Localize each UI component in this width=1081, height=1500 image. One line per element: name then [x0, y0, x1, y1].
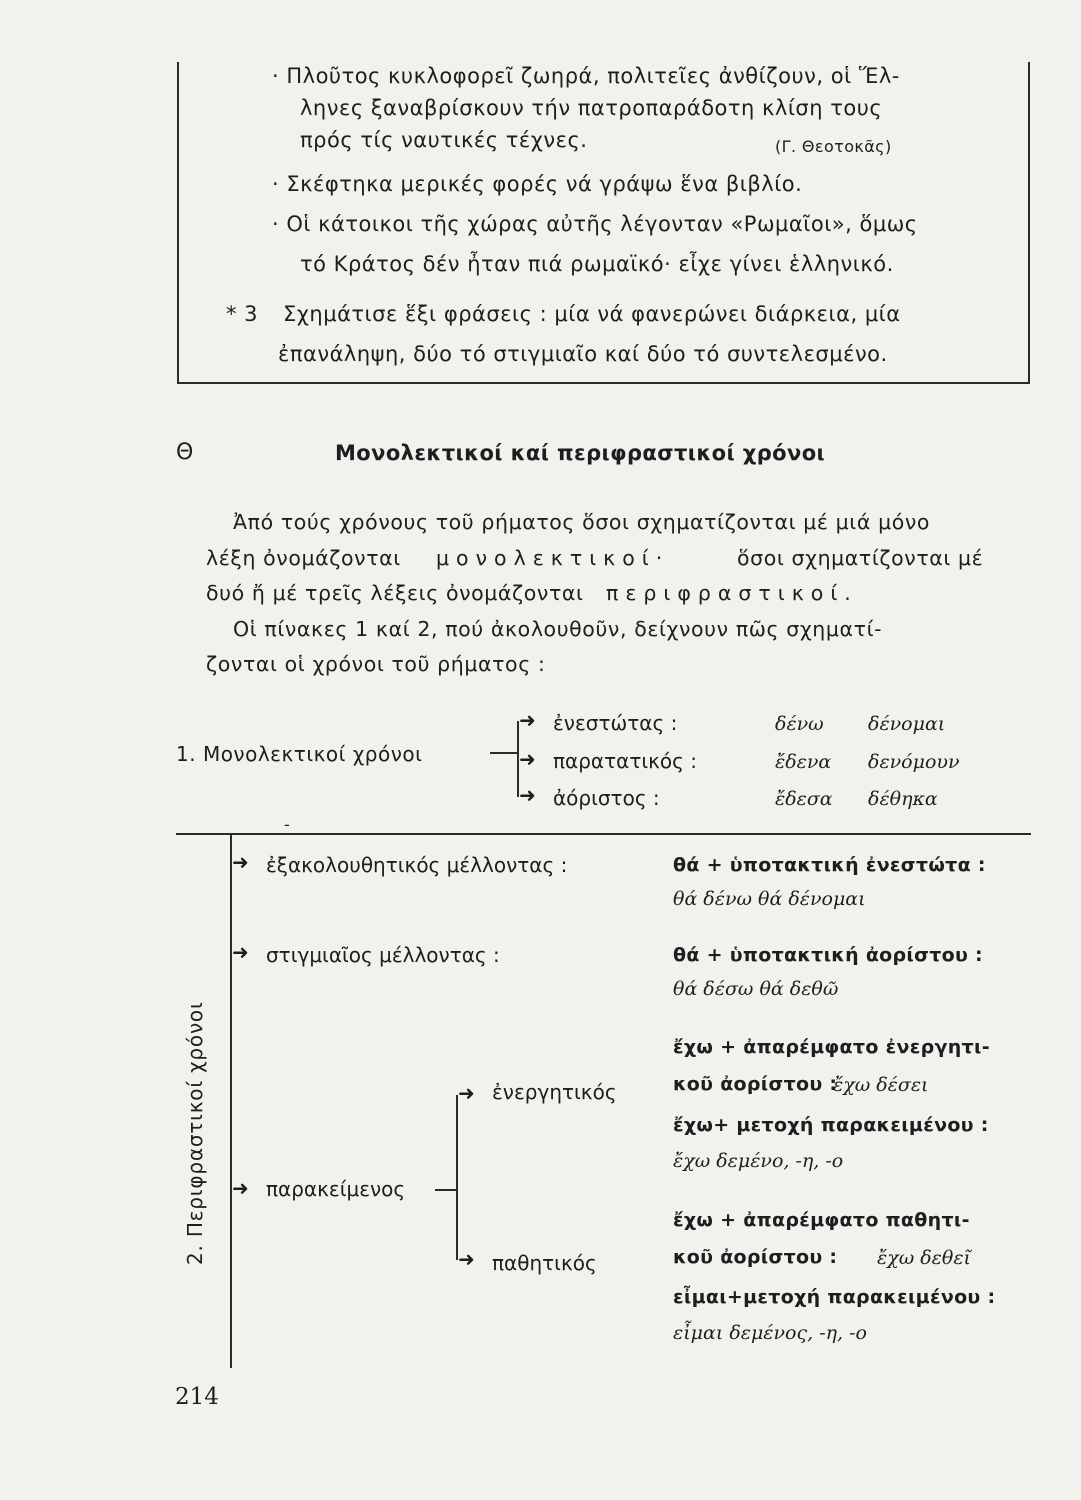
simple-future-formula: θά + ὑποτακτική ἀορίστου : — [673, 944, 983, 966]
continuous-future-label: ἐξακολουθητικός μέλλοντας : — [266, 853, 568, 877]
form-active: ἔδεσα — [775, 788, 833, 810]
para-line-5: ζονται οἱ χρόνοι τοῦ ρήματος : — [206, 652, 546, 676]
arrow-icon: ➜ — [232, 850, 249, 874]
arrow-icon: ➜ — [519, 708, 536, 732]
arrow-icon: ➜ — [519, 747, 536, 771]
simple-future-label: στιγμιαῖος μέλλοντας : — [266, 943, 500, 967]
perfect-passive-label: παθητικός — [492, 1251, 597, 1275]
table2-top-rule — [176, 833, 1031, 835]
perfect-connector — [435, 1189, 457, 1191]
form-active: δένω — [775, 713, 824, 735]
table1-connector — [490, 752, 518, 754]
term-monolektikoi: μονολεκτικοί· — [436, 546, 670, 570]
exercise-marker: * 3 — [226, 302, 259, 326]
tense-label: παρατατικός : — [553, 749, 697, 773]
form-passive: δενόμουν — [868, 751, 960, 773]
table2-label: 2. Περιφραστικοί χρόνοι — [183, 1001, 207, 1265]
box-line-5: · Οἱ κάτοικοι τῆς χώρας αὐτῆς λέγονταν «Ρωμαῖοι», ὅμως — [272, 212, 918, 236]
term-perifrastikoi: περιφραστικοί. — [606, 581, 858, 605]
table1-label: 1. Μονολεκτικοί χρόνοι — [176, 742, 423, 766]
para-line-4: Οἱ πίνακες 1 καί 2, πού ἀκολουθοῦν, δείχνουν πῶς σχηματί- — [233, 617, 883, 641]
exercise-line-2: ἐπανάληψη, δύο τό στιγμιαῖο καί δύο τό συντελεσμένο. — [278, 342, 888, 366]
perfect-passive-formula-1b: κοῦ ἀορίστου : — [673, 1246, 838, 1268]
simple-future-example: θά δέσω θά δεθῶ — [673, 978, 839, 1000]
perfect-active-formula-1: ἔχω + ἀπαρέμφατο ἐνεργητι- — [673, 1036, 990, 1058]
tense-label: ἐνεστώτας : — [553, 711, 678, 735]
perfect-passive-example-2: εἶμαι δεμένος, -η, -ο — [673, 1322, 867, 1344]
tense-label: ἀόριστος : — [553, 786, 660, 810]
box-line-2: ληνες ξαναβρίσκουν τήν πατροπαράδοτη κλίση τους — [300, 96, 883, 120]
box-line-6: τό Κράτος δέν ἦταν πιά ρωμαϊκό· εἶχε γίνει ἑλληνικό. — [300, 252, 894, 276]
para-line-1: Ἀπό τούς χρόνους τοῦ ρήματος ὅσοι σχηματίζονται μέ μιά μόνο — [233, 510, 931, 534]
para-line-2a: λέξη ὀνομάζονται — [206, 546, 401, 570]
perfect-passive-formula-1: ἔχω + ἀπαρέμφατο παθητι- — [673, 1209, 970, 1231]
box-line-3: πρός τίς ναυτικές τέχνες. — [300, 128, 588, 152]
form-passive: δέθηκα — [868, 788, 938, 810]
perfect-label: παρακείμενος — [266, 1177, 406, 1201]
perfect-passive-formula-2: εἶμαι+μετοχή παρακειμένου : — [673, 1286, 996, 1308]
arrow-icon: ➜ — [232, 1176, 249, 1200]
para-line-3a: δυό ἤ μέ τρεῖς λέξεις ὀνομάζονται — [206, 581, 584, 605]
perfect-bracket — [456, 1095, 458, 1260]
page-number: 214 — [175, 1384, 219, 1410]
arrow-icon: ➜ — [232, 940, 249, 964]
perfect-active-formula-1b: κοῦ ἀορίστου : — [673, 1073, 838, 1095]
para-line-2c: ὅσοι σχηματίζονται μέ — [737, 546, 984, 570]
continuous-future-example: θά δένω θά δένομαι — [673, 888, 866, 910]
arrow-icon: ➜ — [458, 1081, 475, 1105]
perfect-passive-example-1: ἔχω δεθεῖ — [877, 1247, 971, 1269]
dash-mark: - — [284, 815, 290, 834]
perfect-active-example-2: ἔχω δεμένο, -η, -ο — [673, 1150, 844, 1172]
attribution: (Γ. Θεοτοκᾶς) — [775, 137, 892, 156]
continuous-future-formula: θά + ὑποτακτική ἐνεστώτα : — [673, 854, 986, 876]
form-passive: δένομαι — [868, 713, 946, 735]
section-title: Μονολεκτικοί καί περιφραστικοί χρόνοι — [335, 441, 826, 465]
perfect-active-example-1: ἔχω δέσει — [833, 1074, 929, 1096]
table2-vertical-line — [230, 833, 232, 1368]
form-active: ἔδενα — [775, 751, 832, 773]
perfect-active-label: ἐνεργητικός — [492, 1080, 617, 1104]
box-line-1: · Πλοῦτος κυκλοφορεῖ ζωηρά, πολιτεῖες ἀνθίζουν, οἱ Ἕλ- — [272, 64, 900, 88]
arrow-icon: ➜ — [458, 1247, 475, 1271]
arrow-icon: ➜ — [519, 783, 536, 807]
section-letter: Θ — [176, 440, 194, 465]
box-line-4: · Σκέφτηκα μερικές φορές νά γράψω ἕνα βιβλίο. — [272, 172, 803, 196]
exercise-line-1: Σχημάτισε ἕξι φράσεις : μία νά φανερώνει διάρκεια, μία — [283, 302, 901, 326]
perfect-active-formula-2: ἔχω+ μετοχή παρακειμένου : — [673, 1114, 989, 1136]
